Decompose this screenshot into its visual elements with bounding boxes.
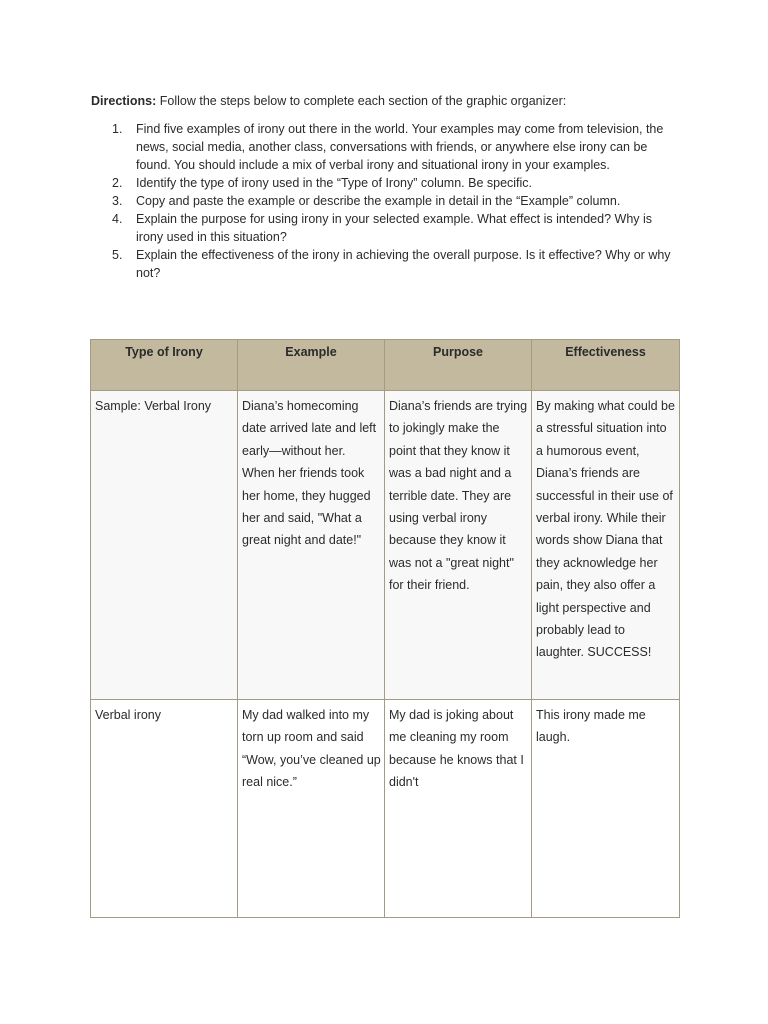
list-item (112, 174, 678, 192)
steps-list (112, 120, 678, 282)
table-row (91, 700, 680, 918)
cell-purpose: Diana’s friends are trying to jokingly make the point that they know it was a bad night and a terrible date. They are using verbal irony because they know it was not a "great night" for their friend. (385, 391, 532, 700)
list-item (112, 192, 678, 210)
step-number: 4. (112, 212, 123, 226)
cell-example: Diana’s homecoming date arrived late and left early—without her. When her friends took her home, they hugged her and said, "What a great night and date!" (238, 391, 385, 700)
step-text: Find five examples of irony out there in the world. Your examples may come from television, the news, social media, another class, conversations with friends, or anywhere else irony can be found. You should include a mix of verbal irony and situational irony in your examples. (136, 122, 664, 172)
directions-label: Directions: (91, 94, 157, 108)
header-example: Example (238, 340, 385, 391)
cell-type[interactable]: Verbal irony (91, 700, 238, 918)
header-effectiveness: Effectiveness (532, 340, 680, 391)
step-number: 3. (112, 194, 123, 208)
cell-type: Sample: Verbal Irony (91, 391, 238, 700)
table-header-row (91, 340, 680, 391)
header-type-of-irony: Type of Irony (91, 340, 238, 391)
step-text: Copy and paste the example or describe the example in detail in the “Example” column. (136, 194, 621, 208)
list-item (112, 210, 678, 246)
cell-effectiveness[interactable]: This irony made me laugh. (532, 700, 680, 918)
cell-example[interactable]: My dad walked into my torn up room and said “Wow, you’ve cleaned up real nice.” (238, 700, 385, 918)
cell-purpose[interactable]: My dad is joking about me cleaning my room because he knows that I didn't (385, 700, 532, 918)
list-item (112, 120, 678, 174)
graphic-organizer-table (90, 339, 680, 918)
list-item (112, 246, 678, 282)
step-text: Explain the effectiveness of the irony in achieving the overall purpose. Is it effective? Why or why not? (136, 248, 671, 280)
step-number: 5. (112, 248, 123, 262)
header-purpose: Purpose (385, 340, 532, 391)
step-number: 1. (112, 122, 123, 136)
step-text: Identify the type of irony used in the “Type of Irony” column. Be specific. (136, 176, 533, 190)
directions-text: Follow the steps below to complete each section of the graphic organizer: (156, 94, 567, 108)
directions-paragraph (91, 92, 691, 110)
cell-effectiveness: By making what could be a stressful situation into a humorous event, Diana’s friends are successful in their use of verbal irony. While their words show Diana that they acknowledge her pain, they also offer a light perspective and probably lead to laughter. SUCCESS! (532, 391, 680, 700)
step-number: 2. (112, 176, 123, 190)
step-text: Explain the purpose for using irony in your selected example. What effect is intended? Why is irony used in this situation? (136, 212, 653, 244)
table-row (91, 391, 680, 700)
